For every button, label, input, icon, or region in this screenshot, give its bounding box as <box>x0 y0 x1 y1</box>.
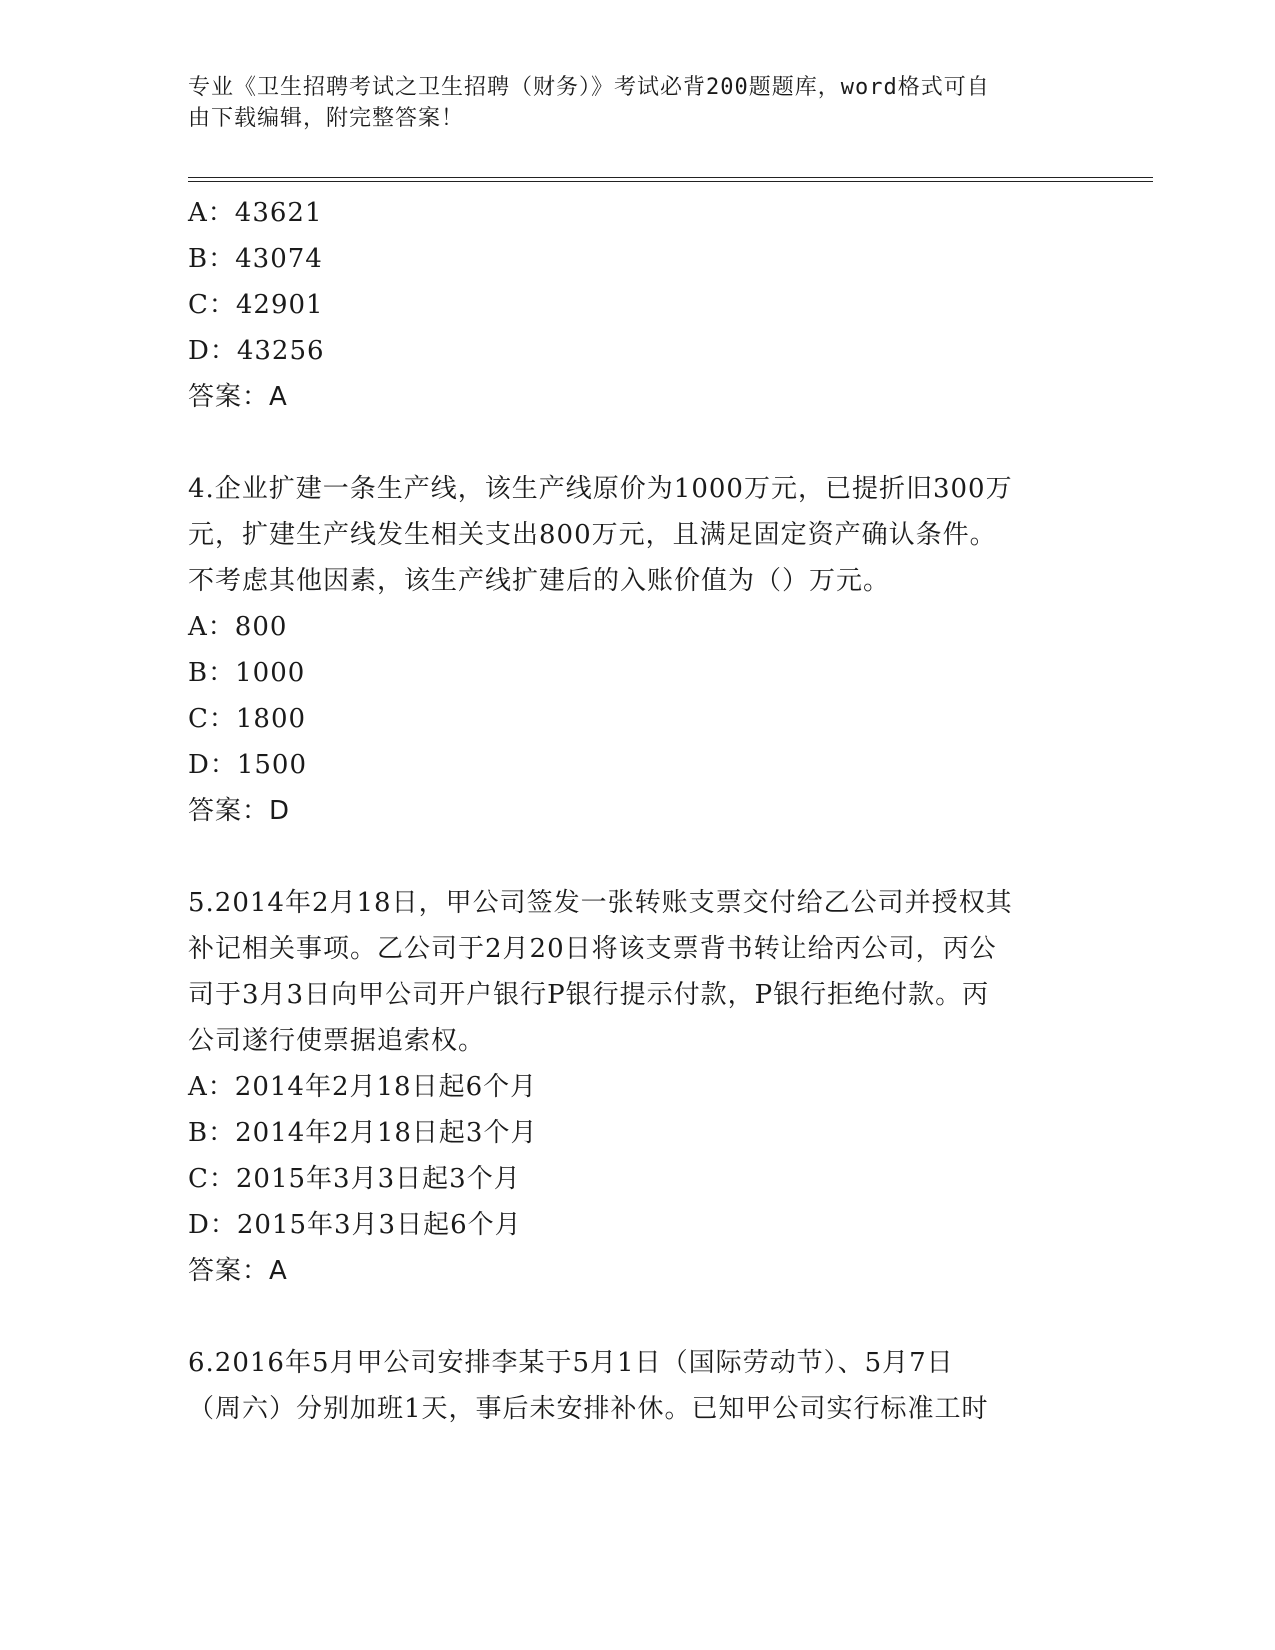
question-stem-line: 不考虑其他因素，该生产线扩建后的入账价值为（）万元。 <box>188 566 891 596</box>
header-divider-top <box>188 177 1153 178</box>
header-divider-bottom <box>188 181 1153 182</box>
answer: 答案：D <box>188 796 291 826</box>
option-b: B：1000 <box>188 658 306 688</box>
option-d: D：43256 <box>188 336 325 366</box>
option-d: D：1500 <box>188 750 308 780</box>
spacer <box>188 834 1088 880</box>
spacer <box>188 420 1088 466</box>
option-a: A：43621 <box>188 198 323 228</box>
header-line-2: 由下载编辑，附完整答案！ <box>188 106 465 131</box>
question-3 <box>188 190 1088 420</box>
question-stem-line: 补记相关事项。乙公司于2月20日将该支票背书转让给丙公司，丙公 <box>188 934 997 964</box>
option-c: C：1800 <box>188 704 307 734</box>
question-stem-line: 4.企业扩建一条生产线，该生产线原价为1000万元，已提折旧300万 <box>188 474 1013 504</box>
question-5 <box>188 880 1088 1294</box>
option-d: D：2015年3月3日起6个月 <box>188 1210 522 1240</box>
option-a: A：2014年2月18日起6个月 <box>188 1072 538 1102</box>
option-c: C：2015年3月3日起3个月 <box>188 1164 521 1194</box>
question-stem-line: 元，扩建生产线发生相关支出800万元，且满足固定资产确认条件。 <box>188 520 997 550</box>
question-stem-line: 5.2014年2月18日，甲公司签发一张转账支票交付给乙公司并授权其 <box>188 888 1013 918</box>
option-b: B：43074 <box>188 244 323 274</box>
question-6 <box>188 1340 1088 1432</box>
option-a: A：800 <box>188 612 288 642</box>
header-line-1: 专业《卫生招聘考试之卫生招聘（财务）》考试必背200题题库，word格式可自 <box>188 75 990 100</box>
question-4 <box>188 466 1088 834</box>
question-stem-line: 公司遂行使票据追索权。 <box>188 1026 486 1056</box>
answer: 答案：A <box>188 1256 288 1286</box>
question-stem-line: 司于3月3日向甲公司开户银行P银行提示付款，P银行拒绝付款。丙 <box>188 980 990 1010</box>
option-b: B：2014年2月18日起3个月 <box>188 1118 538 1148</box>
question-content <box>188 190 1088 1432</box>
question-stem-line: 6.2016年5月甲公司安排李某于5月1日（国际劳动节）、5月7日 <box>188 1348 954 1378</box>
question-stem-line: （周六）分别加班1天，事后未安排补休。已知甲公司实行标准工时 <box>188 1394 989 1424</box>
option-c: C：42901 <box>188 290 324 320</box>
document-header <box>188 72 1088 134</box>
answer: 答案：A <box>188 382 288 412</box>
spacer <box>188 1294 1088 1340</box>
